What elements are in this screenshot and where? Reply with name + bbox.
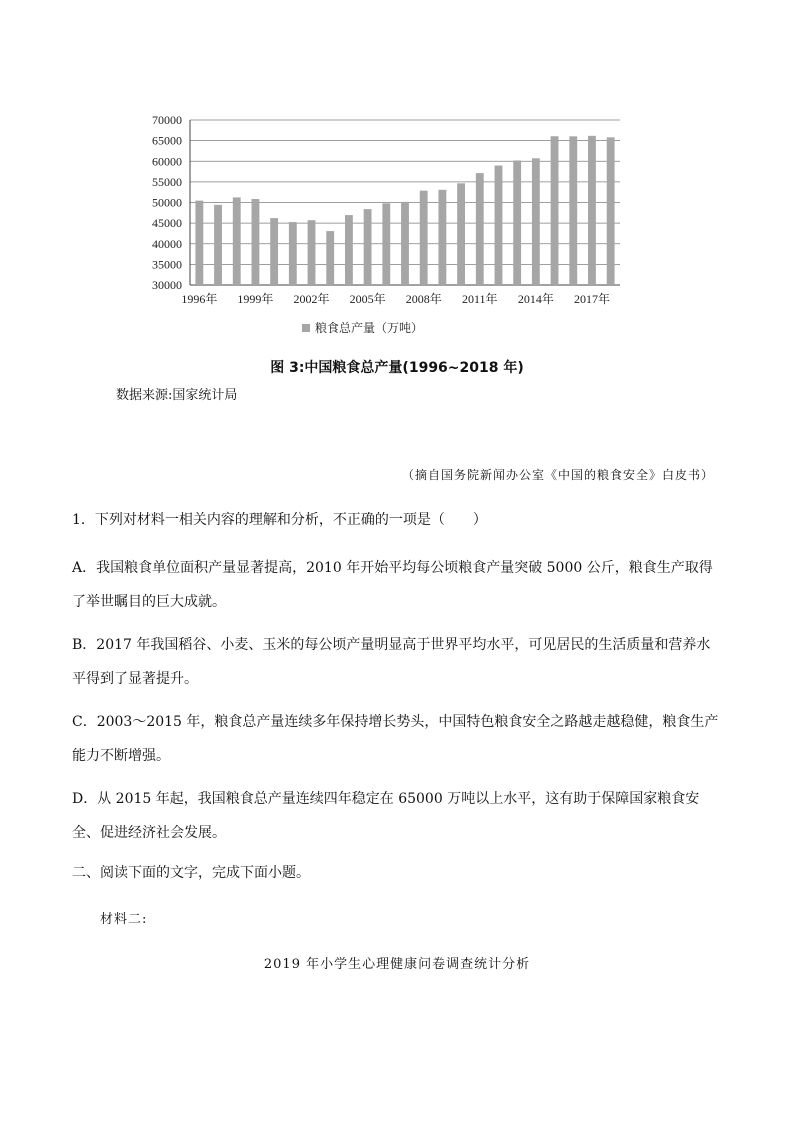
y-tick-label: 65000 xyxy=(152,133,182,148)
x-tick-label: 2011年 xyxy=(462,292,498,306)
figure-caption: 图 3:中国粮食总产量(1996~2018 年) xyxy=(270,360,524,376)
material-subtitle: 2019 年小学生心理健康问卷调查统计分析 xyxy=(263,957,531,972)
bar-2013年 xyxy=(513,160,521,285)
legend-label: 粮食总产量（万吨） xyxy=(315,321,424,335)
bar-2010年 xyxy=(457,183,465,285)
y-tick-label: 45000 xyxy=(152,216,182,231)
y-tick-label: 35000 xyxy=(152,257,182,272)
bar-2017年 xyxy=(588,136,596,285)
y-tick-label: 30000 xyxy=(152,278,182,292)
x-tick-label: 1996年 xyxy=(181,292,218,306)
y-tick-label: 55000 xyxy=(152,174,182,189)
bar-2007年 xyxy=(401,202,409,285)
bar-2015年 xyxy=(551,136,559,285)
bar-2003年 xyxy=(326,231,334,285)
bar-2004年 xyxy=(345,215,353,285)
option-d: D．从 2015 年起，我国粮食总产量连续四年稳定在 65000 万吨以上水平，这有助于保障国家粮食安全、促进经济社会发展。 xyxy=(72,791,700,841)
x-tick-label: 2014年 xyxy=(517,292,554,306)
bar-1997年 xyxy=(214,205,222,285)
grain-production-chart xyxy=(140,110,640,340)
x-tick-label: 2002年 xyxy=(293,292,330,306)
y-tick-label: 70000 xyxy=(152,113,182,127)
bar-1996年 xyxy=(195,201,203,285)
y-tick-label: 40000 xyxy=(152,236,182,251)
x-tick-label: 1999年 xyxy=(237,292,274,306)
x-tick-label: 2005年 xyxy=(349,292,386,306)
bar-2000年 xyxy=(270,218,278,285)
y-tick-label: 60000 xyxy=(152,154,182,169)
option-b: B．2017 年我国稻谷、小麦、玉米的每公顷产量明显高于世界平均水平，可见居民的生活质量和营养水平得到了显著提升。 xyxy=(72,637,711,687)
section-2-heading: 二、阅读下面的文字，完成下面小题。 xyxy=(72,865,310,881)
bar-2012年 xyxy=(495,166,503,285)
chart-svg xyxy=(140,110,640,340)
data-source: 数据来源:国家统计局 xyxy=(116,388,238,403)
bar-2014年 xyxy=(532,158,540,285)
option-c: C．2003～2015 年，粮食总产量连续多年保持增长势头，中国特色粮食安全之路越走越稳健，粮食生产能力不断增强。 xyxy=(72,714,719,764)
x-tick-label: 2017年 xyxy=(573,292,610,306)
bar-2009年 xyxy=(438,190,446,285)
bar-1998年 xyxy=(233,197,241,285)
bar-1999年 xyxy=(252,199,260,285)
bar-2011年 xyxy=(476,173,484,285)
question-1: 1．下列对材料一相关内容的理解和分析，不正确的一项是（ ） xyxy=(72,512,487,528)
bar-2006年 xyxy=(382,203,390,285)
bar-2001年 xyxy=(289,222,297,285)
attribution: （摘自国务院新闻办公室《中国的粮食安全》白皮书） xyxy=(401,468,714,482)
legend-swatch xyxy=(302,324,310,332)
bar-2002年 xyxy=(308,220,316,285)
option-a: A．我国粮食单位面积产量显著提高，2010 年开始平均每公顷粮食产量突破 5000 公斤，粮食生产取得了举世瞩目的巨大成就。 xyxy=(72,560,713,610)
x-tick-label: 2008年 xyxy=(405,292,442,306)
material-label: 材料二: xyxy=(100,912,148,927)
bar-2016年 xyxy=(569,136,577,285)
bar-2018年 xyxy=(607,137,615,285)
bar-2008年 xyxy=(420,191,428,285)
y-tick-label: 50000 xyxy=(152,195,182,210)
bar-2005年 xyxy=(364,209,372,285)
